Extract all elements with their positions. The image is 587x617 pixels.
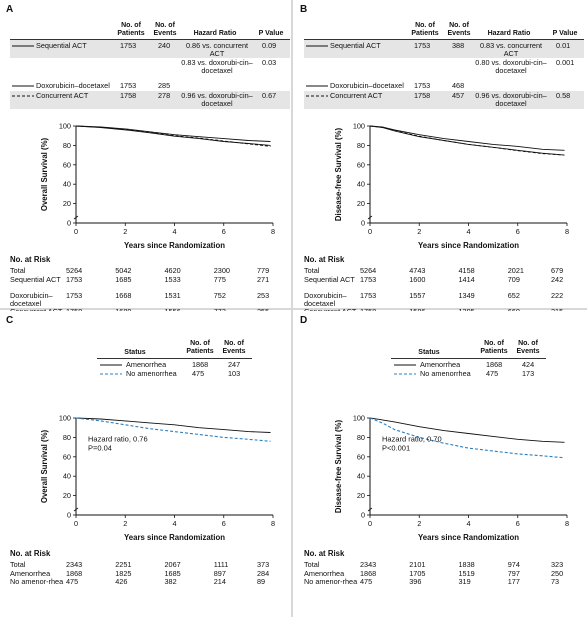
- risk-cell: 284: [257, 568, 270, 578]
- risk-cell: 1349: [458, 290, 475, 300]
- x-tick-label: 2: [123, 227, 128, 236]
- y-axis-label: Overall Survival (%): [40, 429, 49, 504]
- panel-letter: A: [6, 4, 14, 15]
- header-n-patients: No. of Patients: [117, 22, 145, 37]
- legend-hazard-ratio: 0.96 vs. doxorubi-cin–docetaxel: [181, 91, 253, 108]
- risk-cell: 709: [507, 274, 520, 284]
- risk-cell: 775: [213, 274, 226, 284]
- header-hazard-ratio: Hazard Ratio: [193, 30, 237, 37]
- legend-line-dashed-blue: [100, 371, 124, 377]
- y-tick-label: 20: [62, 491, 71, 501]
- y-tick-label: 20: [356, 199, 365, 209]
- legend-p-value: 0.001: [556, 58, 575, 67]
- x-tick-label: 2: [123, 519, 128, 528]
- risk-cell: 475: [66, 577, 79, 586]
- survival-plot: [0, 123, 291, 255]
- risk-cell: 214: [213, 577, 226, 586]
- hazard-ratio-annotation: P<0.001: [382, 443, 411, 453]
- y-tick-label: 20: [62, 199, 71, 209]
- legend-p-value: 0.03: [262, 58, 277, 67]
- legend-hazard-ratio: 0.80 vs. doxorubi-cin–docetaxel: [475, 58, 547, 75]
- legend-label: Amenorrhea: [126, 360, 167, 369]
- risk-cell: 271: [257, 274, 270, 284]
- risk-table-title: No. at Risk: [304, 549, 345, 558]
- legend-label: Amenorrhea: [420, 360, 461, 369]
- legend-n-patients: 1753: [414, 81, 431, 90]
- risk-cell: 897: [213, 568, 226, 578]
- legend-line-dashed-blue: [394, 371, 418, 377]
- legend-hazard-ratio: 0.96 vs. doxorubi-cin–docetaxel: [475, 91, 547, 108]
- panel-d: [294, 311, 585, 617]
- risk-cell: 1685: [115, 274, 132, 284]
- y-tick-label: 40: [356, 471, 365, 481]
- legend-hazard-ratio: 0.86 vs. concurrent ACT: [185, 41, 249, 58]
- legend-n-events: 173: [522, 369, 535, 378]
- legend-n-events: 278: [158, 91, 171, 100]
- y-tick-label: 0: [66, 510, 71, 520]
- y-tick-label: 100: [58, 121, 71, 131]
- risk-cell: 652: [507, 290, 520, 300]
- risk-table-title: No. at Risk: [304, 255, 345, 264]
- risk-cell: 679: [551, 266, 564, 275]
- x-tick-label: 8: [270, 519, 276, 528]
- y-tick-label: 20: [356, 491, 365, 501]
- x-axis-label: Years since Randomization: [124, 533, 225, 542]
- legend-n-events: 247: [228, 360, 241, 369]
- header-rule: [97, 358, 252, 359]
- legend-n-patients: 475: [192, 369, 205, 378]
- risk-cell: 475: [360, 577, 373, 586]
- header-n-patients: No. of Patients: [411, 22, 439, 37]
- legend-n-patients: 1753: [120, 41, 137, 50]
- x-axis-label: Years since Randomization: [124, 241, 225, 250]
- y-tick-label: 80: [356, 432, 365, 442]
- risk-row-label: Sequential ACT: [304, 274, 355, 284]
- risk-cell: 1557: [409, 290, 426, 300]
- y-tick-label: 100: [58, 413, 71, 423]
- risk-cell: 1600: [409, 274, 426, 284]
- risk-cell: 5042: [115, 266, 132, 275]
- legend-n-events: 103: [228, 369, 241, 378]
- x-tick-label: 4: [466, 519, 471, 528]
- y-tick-label: 40: [62, 179, 71, 189]
- hazard-ratio-annotation: Hazard ratio, 0.76: [88, 434, 148, 444]
- x-tick-label: 6: [221, 227, 226, 236]
- x-tick-label: 8: [564, 519, 570, 528]
- legend-p-value: 0.01: [556, 41, 571, 50]
- risk-cell: 382: [164, 577, 177, 586]
- y-tick-label: 80: [356, 140, 365, 150]
- risk-cell: 2300: [213, 266, 230, 275]
- risk-cell: 779: [257, 266, 270, 275]
- legend-n-events: 240: [158, 41, 171, 50]
- risk-cell: 1868: [360, 568, 377, 578]
- panel-letter: D: [300, 315, 308, 326]
- header-n-patients: No. of Patients: [480, 340, 508, 355]
- x-axis-label: Years since Randomization: [418, 241, 519, 250]
- risk-row-label: No amenor-rhea: [10, 577, 64, 586]
- risk-cell: 253: [257, 290, 270, 300]
- y-tick-label: 0: [66, 218, 71, 228]
- legend-line-solid: [306, 83, 330, 89]
- risk-cell: 250: [551, 568, 564, 578]
- x-tick-label: 8: [270, 227, 276, 236]
- risk-table-title: No. at Risk: [10, 549, 51, 558]
- legend-n-patients: 1868: [192, 360, 209, 369]
- risk-cell: 1753: [66, 274, 83, 284]
- legend-n-events: 285: [158, 81, 171, 90]
- y-tick-label: 100: [352, 413, 365, 423]
- legend-status-header: Status: [418, 349, 440, 356]
- survival-plot: [294, 415, 585, 547]
- header-n-events: No. of Events: [447, 22, 471, 37]
- legend-label: Doxorubicin–docetaxel: [36, 81, 110, 90]
- risk-cell: 242: [551, 274, 564, 284]
- x-tick-label: 4: [172, 519, 177, 528]
- risk-cell: 1825: [115, 568, 132, 578]
- panel-letter: B: [300, 4, 308, 15]
- x-axis-label: Years since Randomization: [418, 533, 519, 542]
- risk-cell: 2101: [409, 560, 426, 569]
- legend-line-dashed: [306, 93, 330, 99]
- risk-cell: 797: [507, 568, 520, 578]
- x-tick-label: 4: [172, 227, 177, 236]
- header-p-value: P Value: [552, 30, 578, 37]
- legend-n-patients: 1753: [120, 81, 137, 90]
- risk-row-label: Total: [10, 266, 26, 275]
- legend-label: No amenorrhea: [126, 369, 177, 378]
- legend-label: No amenorrhea: [420, 369, 471, 378]
- x-tick-label: 0: [73, 519, 79, 528]
- risk-cell: 319: [458, 577, 471, 586]
- survival-plot: [294, 123, 585, 255]
- risk-table-title: No. at Risk: [10, 255, 51, 264]
- y-tick-label: 60: [62, 160, 71, 170]
- risk-cell: 752: [213, 290, 226, 300]
- legend-n-patients: 1753: [414, 41, 431, 50]
- legend-p-value: 0.67: [262, 91, 277, 100]
- y-tick-label: 0: [360, 510, 365, 520]
- legend-n-patients: 1758: [120, 91, 137, 100]
- header-n-events: No. of Events: [516, 340, 540, 355]
- y-tick-label: 60: [62, 452, 71, 462]
- legend-line-solid: [12, 83, 36, 89]
- risk-cell: 426: [115, 577, 128, 586]
- legend-label: Concurrent ACT: [36, 91, 89, 100]
- risk-row-label: Total: [304, 560, 320, 569]
- risk-cell: 177: [507, 577, 520, 586]
- y-axis-label: Disease-free Survival (%): [334, 127, 343, 222]
- y-tick-label: 60: [356, 452, 365, 462]
- survival-curve-0: [370, 126, 565, 150]
- header-n-events: No. of Events: [153, 22, 177, 37]
- risk-cell: 222: [551, 290, 564, 300]
- risk-row-label: Sequential ACT: [10, 274, 61, 284]
- risk-cell: 2343: [360, 560, 377, 569]
- panel-letter: C: [6, 315, 14, 326]
- risk-cell: 396: [409, 577, 422, 586]
- risk-cell: 1753: [360, 274, 377, 284]
- legend-n-events: 457: [452, 91, 465, 100]
- risk-row-label: Amenorrhea: [10, 568, 51, 578]
- panel-a: [0, 0, 291, 307]
- x-tick-label: 8: [564, 227, 570, 236]
- risk-cell: 4158: [458, 266, 475, 275]
- risk-cell: 2067: [164, 560, 181, 569]
- horizontal-divider: [0, 308, 587, 310]
- risk-row-label: Amenorrhea: [304, 568, 345, 578]
- risk-cell: 2343: [66, 560, 83, 569]
- legend-n-patients: 475: [486, 369, 499, 378]
- hazard-ratio-annotation: Hazard ratio, 0.70: [382, 434, 442, 444]
- risk-cell: 4620: [164, 266, 181, 275]
- risk-row-label: Doxorubicin– docetaxel: [304, 290, 347, 308]
- legend-label: Doxorubicin–docetaxel: [330, 81, 404, 90]
- legend-status-header: Status: [124, 349, 146, 356]
- panel-c: [0, 311, 291, 617]
- risk-cell: 4743: [409, 266, 426, 275]
- y-tick-label: 80: [62, 432, 71, 442]
- y-axis-label: Disease-free Survival (%): [334, 419, 343, 514]
- y-tick-label: 0: [360, 218, 365, 228]
- x-tick-label: 2: [417, 519, 422, 528]
- risk-row-label: Total: [10, 560, 26, 569]
- x-tick-label: 4: [466, 227, 471, 236]
- risk-cell: 1705: [409, 568, 426, 578]
- risk-cell: 373: [257, 560, 270, 569]
- legend-n-events: 388: [452, 41, 465, 50]
- y-tick-label: 40: [62, 471, 71, 481]
- legend-label: Sequential ACT: [330, 41, 381, 50]
- legend-p-value: 0.58: [556, 91, 571, 100]
- legend-label: Sequential ACT: [36, 41, 87, 50]
- risk-cell: 1111: [213, 560, 229, 569]
- y-tick-label: 100: [352, 121, 365, 131]
- legend-line-solid: [306, 43, 330, 49]
- x-tick-label: 6: [221, 519, 226, 528]
- x-tick-label: 0: [367, 519, 373, 528]
- risk-row-label: Total: [304, 266, 320, 275]
- risk-row-label: Doxorubicin– docetaxel: [10, 290, 53, 308]
- legend-p-value: 0.09: [262, 41, 277, 50]
- hazard-ratio-annotation: P=0.04: [88, 443, 112, 453]
- panel-b: [294, 0, 585, 307]
- header-n-events: No. of Events: [222, 340, 246, 355]
- y-axis-label: Overall Survival (%): [40, 137, 49, 212]
- risk-cell: 73: [551, 577, 560, 586]
- legend-n-events: 468: [452, 81, 465, 90]
- legend-line-solid: [100, 362, 124, 368]
- survival-curve-0: [76, 418, 271, 433]
- x-tick-label: 6: [515, 519, 520, 528]
- legend-line-solid: [12, 43, 36, 49]
- header-p-value: P Value: [258, 30, 284, 37]
- legend-hazard-ratio: 0.83 vs. concurrent ACT: [479, 41, 543, 58]
- legend-n-patients: 1868: [486, 360, 503, 369]
- legend-hazard-ratio: 0.83 vs. doxorubi-cin–docetaxel: [181, 58, 253, 75]
- legend-line-solid: [394, 362, 418, 368]
- risk-cell: 1868: [66, 568, 83, 578]
- header-n-patients: No. of Patients: [186, 340, 214, 355]
- x-tick-label: 0: [73, 227, 79, 236]
- risk-cell: 323: [551, 560, 564, 569]
- risk-cell: 89: [257, 577, 266, 586]
- risk-cell: 5264: [360, 266, 377, 275]
- risk-cell: 1685: [164, 568, 181, 578]
- survival-plot: [0, 415, 291, 547]
- risk-cell: 1753: [66, 290, 83, 300]
- y-tick-label: 40: [356, 179, 365, 189]
- legend-n-events: 424: [522, 360, 535, 369]
- risk-cell: 1753: [360, 290, 377, 300]
- risk-cell: 1519: [458, 568, 475, 578]
- risk-cell: 1414: [458, 274, 475, 284]
- risk-cell: 1838: [458, 560, 475, 569]
- legend-n-patients: 1758: [414, 91, 431, 100]
- header-hazard-ratio: Hazard Ratio: [487, 30, 531, 37]
- risk-row-label: No amenor-rhea: [304, 577, 358, 586]
- y-tick-label: 60: [356, 160, 365, 170]
- x-tick-label: 6: [515, 227, 520, 236]
- risk-cell: 1668: [115, 290, 132, 300]
- legend-label: Concurrent ACT: [330, 91, 383, 100]
- risk-cell: 2021: [507, 266, 524, 275]
- risk-cell: 974: [507, 560, 520, 569]
- legend-line-dashed: [12, 93, 36, 99]
- x-tick-label: 0: [367, 227, 373, 236]
- risk-cell: 5264: [66, 266, 83, 275]
- risk-cell: 1531: [164, 290, 181, 300]
- x-tick-label: 2: [417, 227, 422, 236]
- y-tick-label: 80: [62, 140, 71, 150]
- header-rule: [391, 358, 546, 359]
- risk-cell: 2251: [115, 560, 132, 569]
- risk-cell: 1533: [164, 274, 181, 284]
